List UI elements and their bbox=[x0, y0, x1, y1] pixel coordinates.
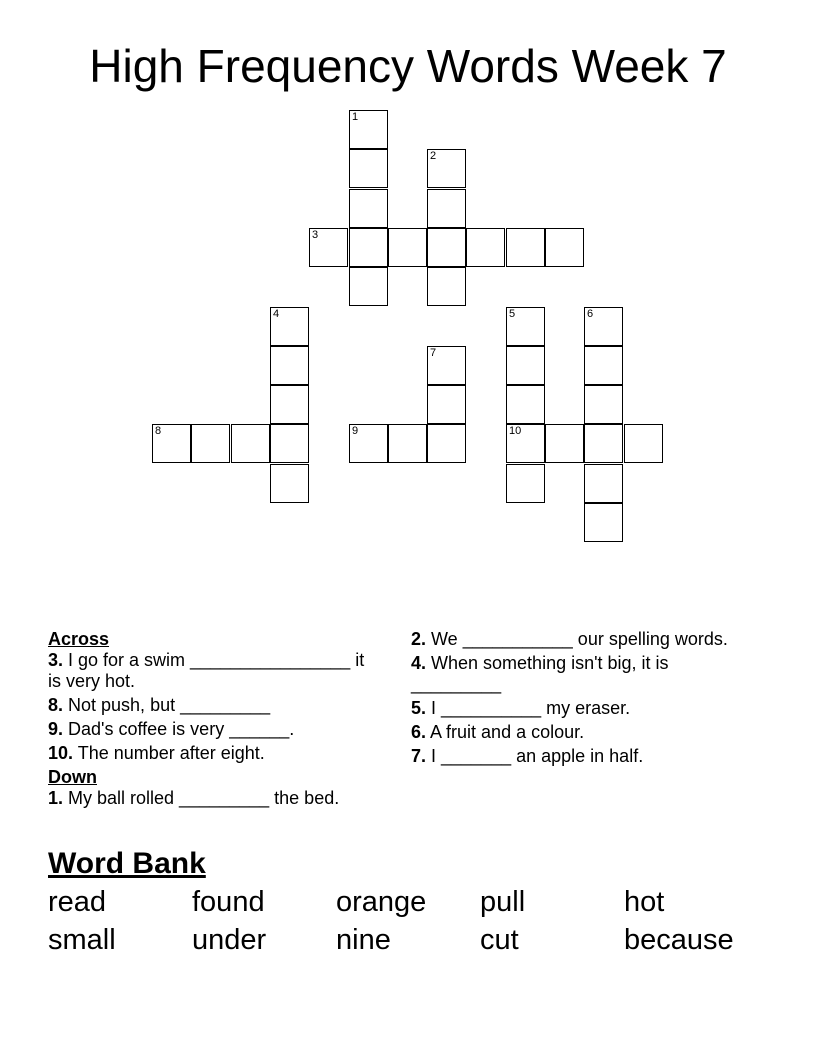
clue-text: When something isn't big, it is _________ bbox=[411, 653, 669, 694]
clue-item bbox=[48, 743, 368, 764]
clue-item bbox=[411, 698, 731, 719]
clue-text: I go for a swim ________________ it is very hot. bbox=[48, 650, 365, 691]
clue-text: I _______ an apple in half. bbox=[426, 746, 644, 766]
crossword-cell[interactable] bbox=[624, 424, 663, 463]
crossword-cell[interactable] bbox=[584, 464, 623, 503]
clue-text: Not push, but _________ bbox=[63, 695, 271, 715]
word-bank-item: cut bbox=[480, 924, 519, 956]
clue-number: 7 bbox=[430, 347, 437, 359]
crossword-cell[interactable] bbox=[388, 228, 427, 267]
word-bank-title: Word Bank bbox=[48, 847, 206, 880]
clues-left-column bbox=[48, 629, 368, 812]
page-title: High Frequency Words Week 7 bbox=[89, 40, 727, 92]
clue-number: 3 bbox=[312, 229, 319, 241]
crossword-cell[interactable] bbox=[584, 424, 623, 463]
word-bank-item: nine bbox=[336, 924, 391, 956]
crossword-cell[interactable] bbox=[506, 346, 545, 385]
crossword-cell[interactable] bbox=[466, 228, 505, 267]
clue-number: 9 bbox=[352, 425, 359, 437]
clue-heading: Across bbox=[48, 629, 110, 649]
crossword-cell[interactable] bbox=[427, 189, 466, 228]
clue-text: I __________ my eraser. bbox=[426, 698, 631, 718]
clue-number: 5 bbox=[509, 308, 516, 320]
crossword-cell[interactable] bbox=[231, 424, 270, 463]
clue-item bbox=[411, 746, 731, 767]
crossword-cell[interactable] bbox=[584, 385, 623, 424]
crossword-cell[interactable] bbox=[545, 424, 584, 463]
word-bank-item: orange bbox=[336, 886, 427, 918]
clue-number: 7. bbox=[411, 746, 427, 766]
clue-number: 10. bbox=[48, 743, 74, 763]
clue-number: 8. bbox=[48, 695, 64, 715]
crossword-cell[interactable] bbox=[349, 424, 388, 463]
crossword-cell[interactable] bbox=[388, 424, 427, 463]
crossword-cell[interactable] bbox=[427, 267, 466, 306]
clue-number: 1 bbox=[352, 111, 359, 123]
clue-text: We ___________ our spelling words. bbox=[426, 629, 728, 649]
crossword-cell[interactable] bbox=[152, 424, 191, 463]
crossword-cell[interactable] bbox=[349, 149, 388, 188]
word-bank-item: hot bbox=[624, 886, 665, 918]
clue-item bbox=[411, 629, 731, 650]
clue-number: 10 bbox=[509, 425, 522, 437]
clue-text: A fruit and a colour. bbox=[426, 722, 585, 742]
crossword-cell[interactable] bbox=[427, 385, 466, 424]
crossword-cell[interactable] bbox=[270, 385, 309, 424]
crossword-cell[interactable] bbox=[270, 424, 309, 463]
crossword-cell[interactable] bbox=[191, 424, 230, 463]
clue-text: The number after eight. bbox=[73, 743, 265, 763]
word-bank-item: because bbox=[624, 924, 734, 956]
crossword-cell[interactable] bbox=[427, 228, 466, 267]
clue-text: Dad's coffee is very ______. bbox=[63, 719, 295, 739]
word-bank-item: under bbox=[192, 924, 267, 956]
clues-right-column bbox=[411, 629, 731, 770]
clue-number: 5. bbox=[411, 698, 427, 718]
crossword-cell[interactable] bbox=[270, 307, 309, 346]
word-bank-item: read bbox=[48, 886, 107, 918]
crossword-cell[interactable] bbox=[506, 307, 545, 346]
crossword-cell[interactable] bbox=[427, 346, 466, 385]
crossword-cell[interactable] bbox=[349, 267, 388, 306]
crossword-cell[interactable] bbox=[270, 464, 309, 503]
word-bank-item: small bbox=[48, 924, 116, 956]
crossword-cell[interactable] bbox=[584, 503, 623, 542]
word-bank-item: pull bbox=[480, 886, 526, 918]
crossword-cell[interactable] bbox=[506, 464, 545, 503]
clue-number: 4 bbox=[273, 308, 280, 320]
clue-number: 4. bbox=[411, 653, 427, 673]
crossword-cell[interactable] bbox=[309, 228, 348, 267]
clue-number: 1. bbox=[48, 788, 64, 808]
clue-item bbox=[411, 722, 731, 743]
clue-number: 3. bbox=[48, 650, 64, 670]
clue-item bbox=[48, 719, 368, 740]
crossword-cell[interactable] bbox=[584, 307, 623, 346]
clue-heading: Down bbox=[48, 767, 97, 787]
word-bank-item: found bbox=[192, 886, 265, 918]
clue-item bbox=[411, 653, 731, 695]
clue-number: 6 bbox=[587, 308, 594, 320]
crossword-cell[interactable] bbox=[506, 385, 545, 424]
clue-number: 8 bbox=[155, 425, 162, 437]
clue-number: 6. bbox=[411, 722, 427, 742]
crossword-cell[interactable] bbox=[506, 228, 545, 267]
clue-item bbox=[48, 788, 368, 809]
clue-number: 2 bbox=[430, 150, 437, 162]
crossword-cell[interactable] bbox=[545, 228, 584, 267]
clue-text: My ball rolled _________ the bed. bbox=[63, 788, 340, 808]
crossword-cell[interactable] bbox=[506, 424, 545, 463]
crossword-cell[interactable] bbox=[349, 110, 388, 149]
crossword-cell[interactable] bbox=[349, 189, 388, 228]
crossword-cell[interactable] bbox=[270, 346, 309, 385]
clue-item bbox=[48, 695, 368, 716]
crossword-cell[interactable] bbox=[427, 149, 466, 188]
crossword-cell[interactable] bbox=[427, 424, 466, 463]
clue-item bbox=[48, 650, 368, 692]
clue-number: 2. bbox=[411, 629, 427, 649]
clue-number: 9. bbox=[48, 719, 64, 739]
crossword-cell[interactable] bbox=[584, 346, 623, 385]
crossword-cell[interactable] bbox=[349, 228, 388, 267]
